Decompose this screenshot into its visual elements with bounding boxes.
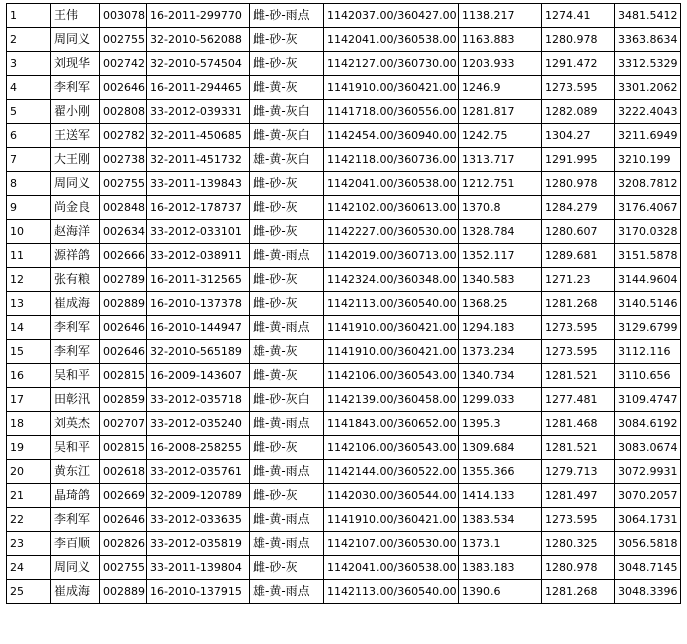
speed-cell: 1289.681 [542, 244, 615, 268]
rank-cell: 12 [7, 268, 51, 292]
speed-cell: 1284.279 [542, 196, 615, 220]
coordinates-cell: 1142102.00/360613.00 [324, 196, 459, 220]
table-row [7, 244, 681, 268]
distance-cell: 1390.6 [459, 580, 542, 604]
gender-color-cell: 雌-黄-雨点 [250, 316, 324, 340]
score-cell: 3129.6799 [615, 316, 681, 340]
member-id-cell: 002789 [100, 268, 147, 292]
table-row [7, 388, 681, 412]
speed-cell: 1273.595 [542, 340, 615, 364]
member-id-cell: 002815 [100, 364, 147, 388]
table-row [7, 292, 681, 316]
speed-cell: 1282.089 [542, 100, 615, 124]
distance-cell: 1212.751 [459, 172, 542, 196]
speed-cell: 1273.595 [542, 316, 615, 340]
speed-cell: 1280.325 [542, 532, 615, 556]
distance-cell: 1309.684 [459, 436, 542, 460]
owner-name-cell: 吴和平 [51, 364, 100, 388]
table-row [7, 412, 681, 436]
member-id-cell: 002782 [100, 124, 147, 148]
distance-cell: 1383.183 [459, 556, 542, 580]
coordinates-cell: 1142454.00/360940.00 [324, 124, 459, 148]
coordinates-cell: 1142041.00/360538.00 [324, 172, 459, 196]
speed-cell: 1277.481 [542, 388, 615, 412]
rank-cell: 19 [7, 436, 51, 460]
score-cell: 3481.5412 [615, 4, 681, 28]
rank-cell: 24 [7, 556, 51, 580]
owner-name-cell: 李百顺 [51, 532, 100, 556]
rank-cell: 21 [7, 484, 51, 508]
gender-color-cell: 雌-砂-雨点 [250, 4, 324, 28]
distance-cell: 1373.234 [459, 340, 542, 364]
table-row [7, 316, 681, 340]
rank-cell: 23 [7, 532, 51, 556]
member-id-cell: 002666 [100, 244, 147, 268]
distance-cell: 1299.033 [459, 388, 542, 412]
coordinates-cell: 1142037.00/360427.00 [324, 4, 459, 28]
score-cell: 3170.0328 [615, 220, 681, 244]
owner-name-cell: 晶琦鸽 [51, 484, 100, 508]
table-row [7, 460, 681, 484]
member-id-cell: 002755 [100, 28, 147, 52]
ring-number-cell: 16-2009-143607 [147, 364, 250, 388]
coordinates-cell: 1142107.00/360530.00 [324, 532, 459, 556]
ring-number-cell: 32-2011-451732 [147, 148, 250, 172]
distance-cell: 1352.117 [459, 244, 542, 268]
speed-cell: 1273.595 [542, 76, 615, 100]
ring-number-cell: 33-2012-039331 [147, 100, 250, 124]
coordinates-cell: 1142030.00/360544.00 [324, 484, 459, 508]
table-row [7, 268, 681, 292]
coordinates-cell: 1142118.00/360736.00 [324, 148, 459, 172]
speed-cell: 1304.27 [542, 124, 615, 148]
ring-number-cell: 32-2010-565189 [147, 340, 250, 364]
table-row [7, 508, 681, 532]
distance-cell: 1246.9 [459, 76, 542, 100]
rank-cell: 6 [7, 124, 51, 148]
ring-number-cell: 33-2011-139843 [147, 172, 250, 196]
speed-cell: 1274.41 [542, 4, 615, 28]
ring-number-cell: 16-2008-258255 [147, 436, 250, 460]
score-cell: 3048.3396 [615, 580, 681, 604]
coordinates-cell: 1142144.00/360522.00 [324, 460, 459, 484]
distance-cell: 1355.366 [459, 460, 542, 484]
member-id-cell: 002808 [100, 100, 147, 124]
speed-cell: 1271.23 [542, 268, 615, 292]
score-cell: 3072.9931 [615, 460, 681, 484]
table-row [7, 364, 681, 388]
rank-cell: 5 [7, 100, 51, 124]
gender-color-cell: 雌-黄-灰 [250, 364, 324, 388]
speed-cell: 1281.268 [542, 292, 615, 316]
coordinates-cell: 1142041.00/360538.00 [324, 28, 459, 52]
member-id-cell: 002669 [100, 484, 147, 508]
score-cell: 3222.4043 [615, 100, 681, 124]
gender-color-cell: 雌-黄-雨点 [250, 244, 324, 268]
score-cell: 3048.7145 [615, 556, 681, 580]
distance-cell: 1138.217 [459, 4, 542, 28]
rank-cell: 13 [7, 292, 51, 316]
table-body [7, 4, 681, 604]
gender-color-cell: 雄-黄-雨点 [250, 532, 324, 556]
results-sheet [6, 3, 681, 604]
distance-cell: 1340.583 [459, 268, 542, 292]
ring-number-cell: 32-2009-120789 [147, 484, 250, 508]
rank-cell: 20 [7, 460, 51, 484]
score-cell: 3151.5878 [615, 244, 681, 268]
rank-cell: 3 [7, 52, 51, 76]
ring-number-cell: 33-2012-035240 [147, 412, 250, 436]
distance-cell: 1373.1 [459, 532, 542, 556]
member-id-cell: 002646 [100, 340, 147, 364]
table-row [7, 220, 681, 244]
owner-name-cell: 张有粮 [51, 268, 100, 292]
gender-color-cell: 雌-黄-灰 [250, 76, 324, 100]
ring-number-cell: 33-2012-035819 [147, 532, 250, 556]
distance-cell: 1368.25 [459, 292, 542, 316]
rank-cell: 9 [7, 196, 51, 220]
gender-color-cell: 雌-砂-灰 [250, 268, 324, 292]
gender-color-cell: 雌-砂-灰 [250, 196, 324, 220]
speed-cell: 1280.978 [542, 172, 615, 196]
coordinates-cell: 1141910.00/360421.00 [324, 76, 459, 100]
owner-name-cell: 周同义 [51, 28, 100, 52]
gender-color-cell: 雌-黄-灰白 [250, 124, 324, 148]
member-id-cell: 002646 [100, 76, 147, 100]
speed-cell: 1280.607 [542, 220, 615, 244]
distance-cell: 1414.133 [459, 484, 542, 508]
owner-name-cell: 崔成海 [51, 292, 100, 316]
owner-name-cell: 刘英杰 [51, 412, 100, 436]
ring-number-cell: 16-2010-137915 [147, 580, 250, 604]
member-id-cell: 002646 [100, 316, 147, 340]
distance-cell: 1281.817 [459, 100, 542, 124]
table-row [7, 196, 681, 220]
table-row [7, 436, 681, 460]
table-row [7, 4, 681, 28]
score-cell: 3363.8634 [615, 28, 681, 52]
gender-color-cell: 雄-黄-灰 [250, 340, 324, 364]
ring-number-cell: 33-2011-139804 [147, 556, 250, 580]
score-cell: 3211.6949 [615, 124, 681, 148]
owner-name-cell: 源祥鸽 [51, 244, 100, 268]
coordinates-cell: 1142324.00/360348.00 [324, 268, 459, 292]
score-cell: 3109.4747 [615, 388, 681, 412]
coordinates-cell: 1142106.00/360543.00 [324, 436, 459, 460]
score-cell: 3084.6192 [615, 412, 681, 436]
owner-name-cell: 刘现华 [51, 52, 100, 76]
coordinates-cell: 1141910.00/360421.00 [324, 316, 459, 340]
rank-cell: 14 [7, 316, 51, 340]
member-id-cell: 002859 [100, 388, 147, 412]
member-id-cell: 003078 [100, 4, 147, 28]
owner-name-cell: 大王刚 [51, 148, 100, 172]
member-id-cell: 002755 [100, 556, 147, 580]
distance-cell: 1395.3 [459, 412, 542, 436]
gender-color-cell: 雌-砂-灰 [250, 484, 324, 508]
score-cell: 3070.2057 [615, 484, 681, 508]
table-row [7, 148, 681, 172]
distance-cell: 1313.717 [459, 148, 542, 172]
ring-number-cell: 32-2010-574504 [147, 52, 250, 76]
table-row [7, 580, 681, 604]
speed-cell: 1281.468 [542, 412, 615, 436]
distance-cell: 1340.734 [459, 364, 542, 388]
ring-number-cell: 33-2012-033635 [147, 508, 250, 532]
member-id-cell: 002634 [100, 220, 147, 244]
rank-cell: 1 [7, 4, 51, 28]
member-id-cell: 002742 [100, 52, 147, 76]
rank-cell: 7 [7, 148, 51, 172]
speed-cell: 1281.268 [542, 580, 615, 604]
distance-cell: 1383.534 [459, 508, 542, 532]
table-row [7, 100, 681, 124]
speed-cell: 1291.995 [542, 148, 615, 172]
member-id-cell: 002646 [100, 508, 147, 532]
member-id-cell: 002889 [100, 292, 147, 316]
gender-color-cell: 雌-砂-灰 [250, 292, 324, 316]
rank-cell: 17 [7, 388, 51, 412]
rank-cell: 4 [7, 76, 51, 100]
results-table [6, 3, 681, 604]
table-row [7, 76, 681, 100]
ring-number-cell: 33-2012-033101 [147, 220, 250, 244]
gender-color-cell: 雌-砂-灰 [250, 556, 324, 580]
ring-number-cell: 33-2012-035761 [147, 460, 250, 484]
owner-name-cell: 吴和平 [51, 436, 100, 460]
owner-name-cell: 李利军 [51, 76, 100, 100]
owner-name-cell: 田彰汛 [51, 388, 100, 412]
owner-name-cell: 赵海洋 [51, 220, 100, 244]
ring-number-cell: 33-2012-035718 [147, 388, 250, 412]
ring-number-cell: 16-2011-299770 [147, 4, 250, 28]
speed-cell: 1279.713 [542, 460, 615, 484]
speed-cell: 1281.521 [542, 436, 615, 460]
score-cell: 3301.2062 [615, 76, 681, 100]
score-cell: 3140.5146 [615, 292, 681, 316]
owner-name-cell: 周同义 [51, 556, 100, 580]
distance-cell: 1242.75 [459, 124, 542, 148]
ring-number-cell: 16-2011-312565 [147, 268, 250, 292]
member-id-cell: 002815 [100, 436, 147, 460]
distance-cell: 1294.183 [459, 316, 542, 340]
rank-cell: 2 [7, 28, 51, 52]
ring-number-cell: 33-2012-038911 [147, 244, 250, 268]
ring-number-cell: 16-2010-144947 [147, 316, 250, 340]
score-cell: 3064.1731 [615, 508, 681, 532]
owner-name-cell: 翟小刚 [51, 100, 100, 124]
owner-name-cell: 李利军 [51, 340, 100, 364]
member-id-cell: 002738 [100, 148, 147, 172]
distance-cell: 1163.883 [459, 28, 542, 52]
gender-color-cell: 雌-砂-灰 [250, 172, 324, 196]
gender-color-cell: 雌-砂-灰 [250, 436, 324, 460]
table-row [7, 532, 681, 556]
rank-cell: 10 [7, 220, 51, 244]
member-id-cell: 002618 [100, 460, 147, 484]
gender-color-cell: 雌-黄-雨点 [250, 412, 324, 436]
speed-cell: 1280.978 [542, 28, 615, 52]
gender-color-cell: 雌-砂-灰 [250, 52, 324, 76]
gender-color-cell: 雌-黄-雨点 [250, 460, 324, 484]
ring-number-cell: 16-2010-137378 [147, 292, 250, 316]
table-row [7, 52, 681, 76]
gender-color-cell: 雄-黄-雨点 [250, 580, 324, 604]
rank-cell: 8 [7, 172, 51, 196]
coordinates-cell: 1142019.00/360713.00 [324, 244, 459, 268]
coordinates-cell: 1142106.00/360543.00 [324, 364, 459, 388]
coordinates-cell: 1142227.00/360530.00 [324, 220, 459, 244]
ring-number-cell: 32-2010-562088 [147, 28, 250, 52]
score-cell: 3208.7812 [615, 172, 681, 196]
owner-name-cell: 黄东江 [51, 460, 100, 484]
score-cell: 3176.4067 [615, 196, 681, 220]
coordinates-cell: 1141910.00/360421.00 [324, 508, 459, 532]
coordinates-cell: 1141910.00/360421.00 [324, 340, 459, 364]
score-cell: 3144.9604 [615, 268, 681, 292]
rank-cell: 25 [7, 580, 51, 604]
owner-name-cell: 尚金良 [51, 196, 100, 220]
distance-cell: 1328.784 [459, 220, 542, 244]
coordinates-cell: 1141718.00/360556.00 [324, 100, 459, 124]
table-row [7, 28, 681, 52]
score-cell: 3083.0674 [615, 436, 681, 460]
owner-name-cell: 王伟 [51, 4, 100, 28]
member-id-cell: 002826 [100, 532, 147, 556]
coordinates-cell: 1142113.00/360540.00 [324, 580, 459, 604]
table-row [7, 172, 681, 196]
table-row [7, 556, 681, 580]
gender-color-cell: 雌-砂-灰 [250, 28, 324, 52]
rank-cell: 11 [7, 244, 51, 268]
gender-color-cell: 雄-黄-灰白 [250, 148, 324, 172]
member-id-cell: 002755 [100, 172, 147, 196]
table-row [7, 484, 681, 508]
gender-color-cell: 雌-黄-灰白 [250, 100, 324, 124]
coordinates-cell: 1142139.00/360458.00 [324, 388, 459, 412]
distance-cell: 1203.933 [459, 52, 542, 76]
coordinates-cell: 1142113.00/360540.00 [324, 292, 459, 316]
coordinates-cell: 1141843.00/360652.00 [324, 412, 459, 436]
ring-number-cell: 32-2011-450685 [147, 124, 250, 148]
speed-cell: 1280.978 [542, 556, 615, 580]
member-id-cell: 002707 [100, 412, 147, 436]
owner-name-cell: 周同义 [51, 172, 100, 196]
gender-color-cell: 雌-黄-雨点 [250, 508, 324, 532]
rank-cell: 18 [7, 412, 51, 436]
ring-number-cell: 16-2012-178737 [147, 196, 250, 220]
rank-cell: 15 [7, 340, 51, 364]
rank-cell: 22 [7, 508, 51, 532]
speed-cell: 1273.595 [542, 508, 615, 532]
score-cell: 3312.5329 [615, 52, 681, 76]
speed-cell: 1281.497 [542, 484, 615, 508]
member-id-cell: 002889 [100, 580, 147, 604]
table-row [7, 124, 681, 148]
distance-cell: 1370.8 [459, 196, 542, 220]
ring-number-cell: 16-2011-294465 [147, 76, 250, 100]
owner-name-cell: 李利军 [51, 316, 100, 340]
coordinates-cell: 1142041.00/360538.00 [324, 556, 459, 580]
owner-name-cell: 李利军 [51, 508, 100, 532]
owner-name-cell: 崔成海 [51, 580, 100, 604]
speed-cell: 1291.472 [542, 52, 615, 76]
owner-name-cell: 王送军 [51, 124, 100, 148]
gender-color-cell: 雌-砂-灰白 [250, 388, 324, 412]
score-cell: 3210.199 [615, 148, 681, 172]
gender-color-cell: 雌-砂-灰 [250, 220, 324, 244]
coordinates-cell: 1142127.00/360730.00 [324, 52, 459, 76]
score-cell: 3056.5818 [615, 532, 681, 556]
score-cell: 3112.116 [615, 340, 681, 364]
table-row [7, 340, 681, 364]
speed-cell: 1281.521 [542, 364, 615, 388]
member-id-cell: 002848 [100, 196, 147, 220]
score-cell: 3110.656 [615, 364, 681, 388]
rank-cell: 16 [7, 364, 51, 388]
